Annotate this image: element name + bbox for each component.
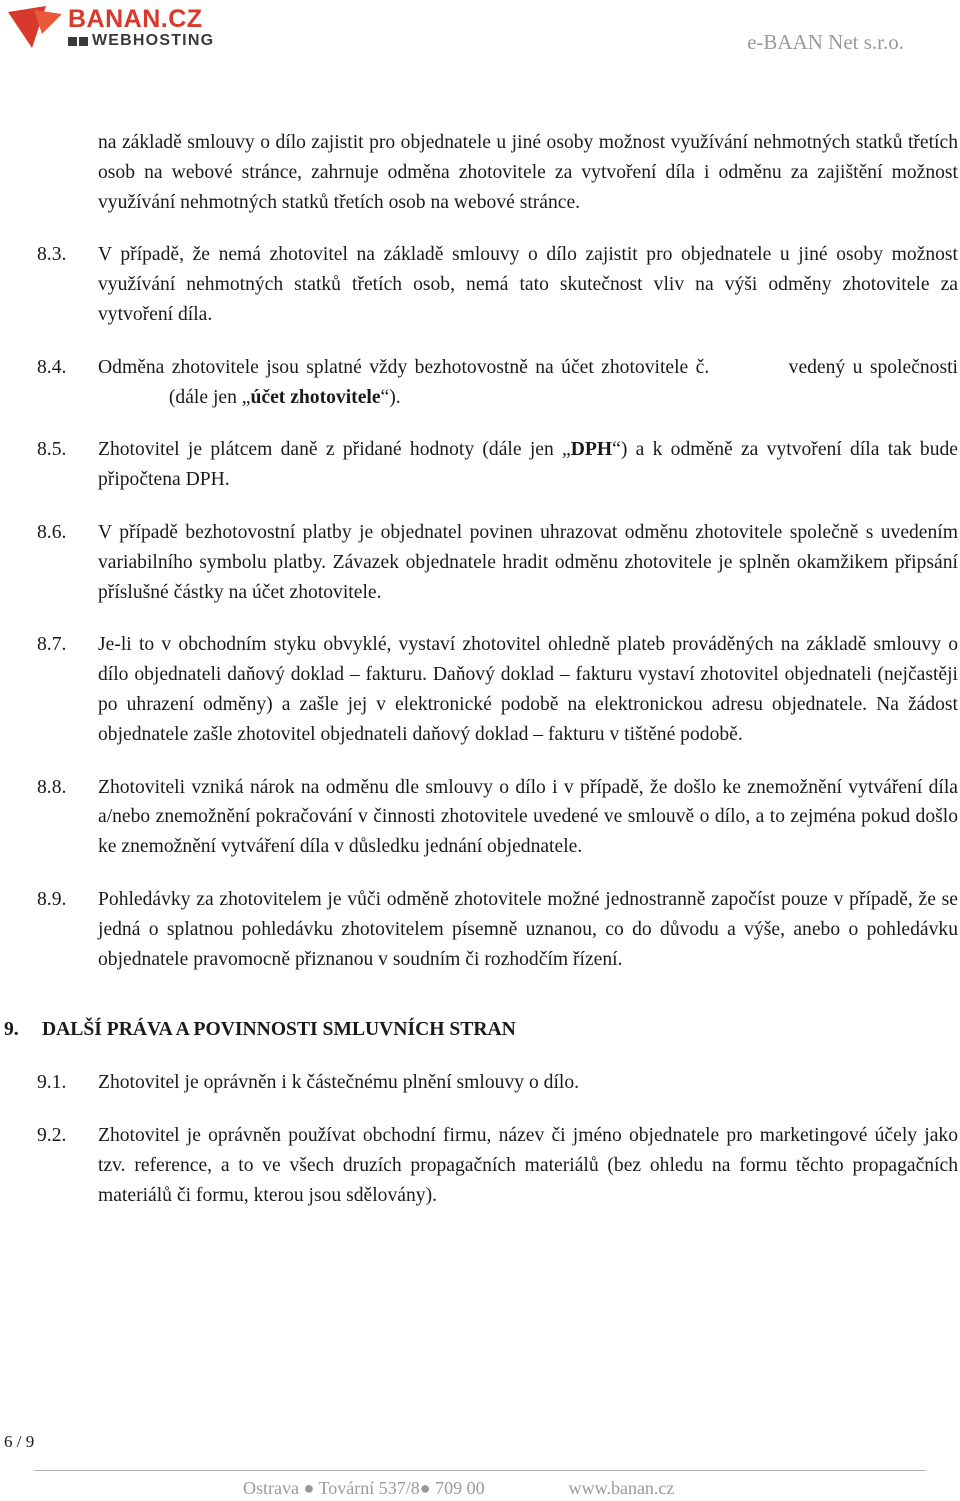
clause-text: Pohledávky za zhotovitelem je vůči odměně zhotovitele možné jednostranně započíst pouze v případě, že se jedná o splatnou pohledávku zhotovitelem písemně uznanou, co do důvodu a výše, anebo o pohledávku objednatele pravomocně přiznanou v soudním či rozhodčím řízení. [98,888,958,970]
company-name: e-BAAN Net s.r.o. [747,30,904,54]
footer [243,1478,674,1499]
clause-number: 8.4. [37,356,67,378]
clause-8-6 [37,518,958,607]
clause-text: V případě, že nemá zhotovitel na základě smlouvy o dílo zajistit pro objednatele u jiné osoby možnost využívání nehmotných statků třetích osob, nemá tato skutečnost vliv na výši odměny zhotovitele za vytvoření díla. [98,244,958,325]
logo-wordmark: BANAN.CZ [68,5,203,33]
clause-text: Zhotovitel je oprávněn i k částečnému plnění smlouvy o dílo. [98,1072,580,1094]
clause-text-b: vedený u společnosti [788,356,958,378]
clause-number: 8.8. [37,776,67,798]
clause-text-b: “) a k odměně za vytvoření díla tak bude připočtena DPH. [98,439,958,491]
clause-text: Zhotoviteli vzniká nárok na odměnu dle smlouvy o dílo i v případě, že došlo ke znemožnění vytváření díla a/nebo znemožnění pokračování v činnosti zhotovitele uvedené ve smlouvě o dílo, a to zejména pokud došlo ke znemožnění vytváření díla v důsledku jednání objednatele. [98,776,958,858]
clause-8-7 [37,630,958,749]
clause-number: 9.1. [37,1072,67,1094]
footer-divider [34,1470,926,1471]
banana-logo-icon [6,4,64,50]
clause-text: Odměna zhotovitele jsou splatné vždy bezhotovostně na účet zhotovitele č. [98,356,710,378]
clause-8-5 [37,435,958,495]
defined-term: účet zhotovitele [250,386,381,408]
section-9-heading [0,1015,960,1045]
clause-number: 8.3. [37,244,67,266]
footer-address: Ostrava ● Tovární 537/8● 709 00 [243,1478,485,1498]
intro-paragraph: na základě smlouvy o dílo zajistit pro objednatele u jiné osoby možnost využívání nehmotných statků třetích osob na webové stránce, zahrnuje odměna zhotovitele za vytvoření díla i odměnu za zajištění možnost využívání nehmotných statků třetích osob na webové stránce. [98,132,958,213]
document-body [0,128,960,1210]
clause-number: 8.5. [37,439,67,461]
clause-text: Je-li to v obchodním styku obvyklé, vystaví zhotovitel ohledně plateb prováděných na základě smlouvy o dílo objednateli daňový doklad – fakturu. Daňový doklad – fakturu vystaví zhotovitel objednateli (nejčastěji po uhrazení odměny) a zašle jej v elektronické podobě na elektronickou adresu objednatele. Na žádost objednatele zašle zhotovitel objednateli daňový doklad – fakturu v tištěné podobě. [98,634,958,745]
section-title: DALŠÍ PRÁVA A POVINNOSTI SMLUVNÍCH STRAN [42,1019,516,1041]
clause-8-3 [37,240,958,329]
logo-tagline: WEBHOSTING [92,32,215,49]
clause-8-4 [37,353,958,413]
clause-number: 9.2. [37,1124,67,1146]
clause-number: 8.9. [37,888,67,910]
page-number: 6 / 9 [4,1432,35,1451]
banan-logo [6,4,246,52]
clause-9-2 [37,1121,958,1210]
clause-text: Zhotovitel je oprávněn používat obchodní firmu, název či jméno objednatele pro marketingové účely jako tzv. reference, a to ve všech druzích propagačních materiálů (bez ohledu na formu těchto propagačních materiálů či formu, kterou jsou sdělovány). [98,1124,958,1206]
clause-text: Zhotovitel je plátcem daně z přidané hodnoty (dále jen „ [98,439,571,461]
defined-term: DPH [570,439,613,461]
clause-8-9 [37,885,958,974]
clause-text-c: (dále jen „ [168,386,251,408]
clause-number: 8.6. [37,521,67,543]
clause-8-8 [37,773,958,862]
clause-9-1 [37,1068,958,1098]
clause-text: V případě bezhotovostní platby je objednatel povinen uhrazovat odměnu zhotovitele společně s uvedením variabilního symbolu platby. Závazek objednatele hradit odměnu zhotovitele je splněn okamžikem připsání příslušné částky na účet zhotovitele. [98,521,958,603]
clause-number: 8.7. [37,634,67,656]
clause-text-d: “). [380,386,401,408]
section-number: 9. [4,1019,19,1041]
footer-website: www.banan.cz [568,1478,675,1498]
logo-squares-icon [68,37,88,46]
logo-subline [68,32,214,50]
